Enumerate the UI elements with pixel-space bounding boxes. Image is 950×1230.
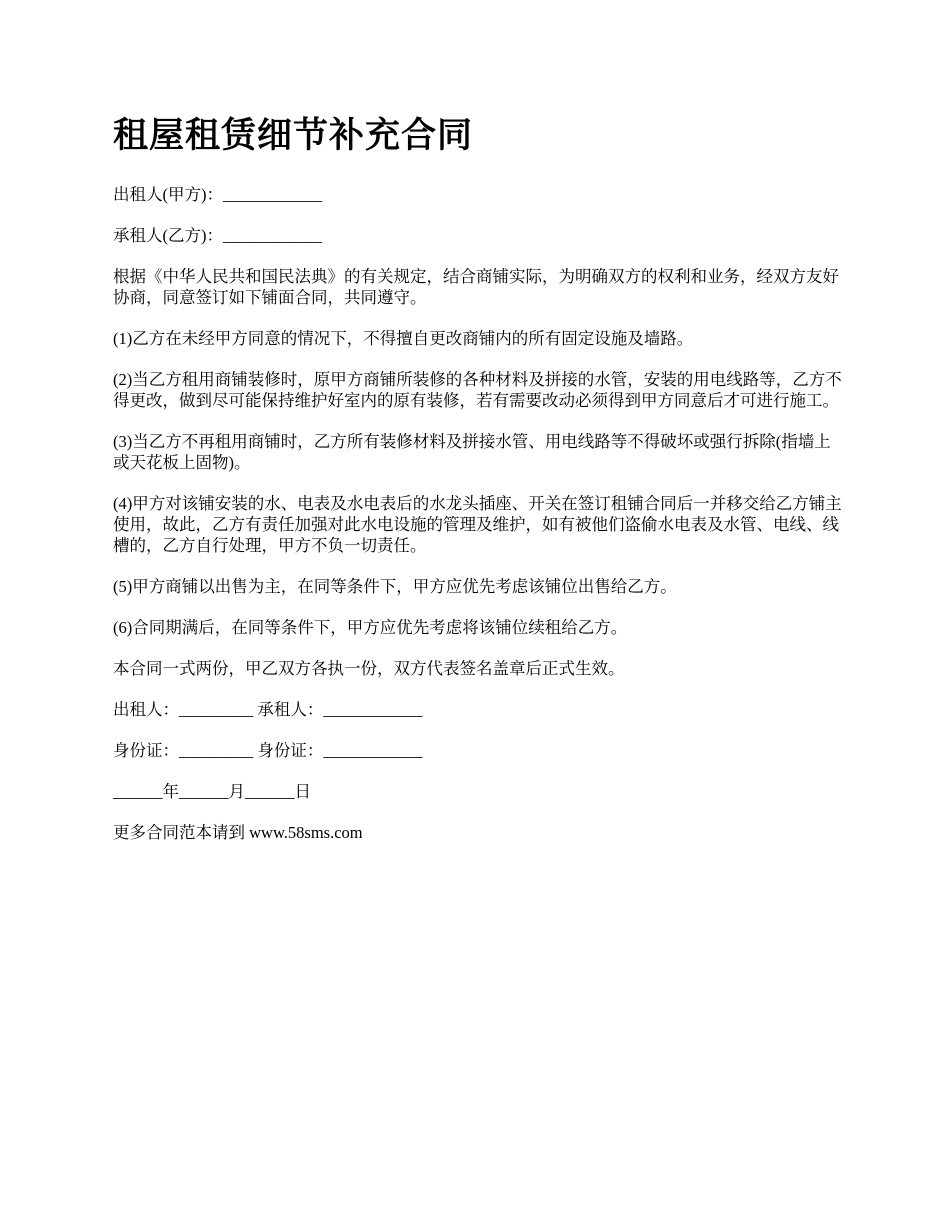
document-title: 租屋租赁细节补充合同 <box>113 115 474 156</box>
lessor-line: 出租人(甲方)：____________ <box>113 185 322 204</box>
clause-4: (4)甲方对该铺安装的水、电表及水电表后的水龙头插座、开关在签订租铺合同后一并移交给乙方铺主使用，故此，乙方有责任加强对此水电设施的管理及维护，如有被他们盗偷水电表及水管、电线、线槽的，乙方自行处理，甲方不负一切责任。 <box>113 494 842 555</box>
clause-3: (3)当乙方不再租用商铺时，乙方所有装修材料及拼接水管、用电线路等不得破坏或强行拆除(指墙上或天花板上固物)。 <box>113 432 831 472</box>
preamble-paragraph: 根据《中华人民共和国民法典》的有关规定，结合商铺实际，为明确双方的权利和业务，经双方友好协商，同意签订如下铺面合同，共同遵守。 <box>113 267 839 307</box>
footer-source-line: 更多合同范本请到 www.58sms.com <box>113 823 363 842</box>
clause-6: (6)合同期满后，在同等条件下，甲方应优先考虑将该铺位续租给乙方。 <box>113 618 628 637</box>
signature-line: 出租人：_________ 承租人：____________ <box>113 700 423 719</box>
clause-5: (5)甲方商铺以出售为主，在同等条件下，甲方应优先考虑该铺位出售给乙方。 <box>113 577 677 596</box>
clause-2: (2)当乙方租用商铺装修时，原甲方商铺所装修的各种材料及拼接的水管，安装的用电线路等，乙方不得更改，做到尽可能保持维护好室内的原有装修，若有需要改动必须得到甲方同意后才可进行施工。 <box>113 370 842 410</box>
document-page <box>113 112 843 863</box>
lessee-line: 承租人(乙方)：____________ <box>113 226 322 245</box>
id-card-line: 身份证：_________ 身份证：____________ <box>113 741 423 760</box>
effect-statement: 本合同一式两份，甲乙双方各执一份，双方代表签名盖章后正式生效。 <box>113 659 625 678</box>
clause-1: (1)乙方在未经甲方同意的情况下，不得擅自更改商铺内的所有固定设施及墙路。 <box>113 329 694 348</box>
date-line: ______年______月______日 <box>113 782 311 801</box>
